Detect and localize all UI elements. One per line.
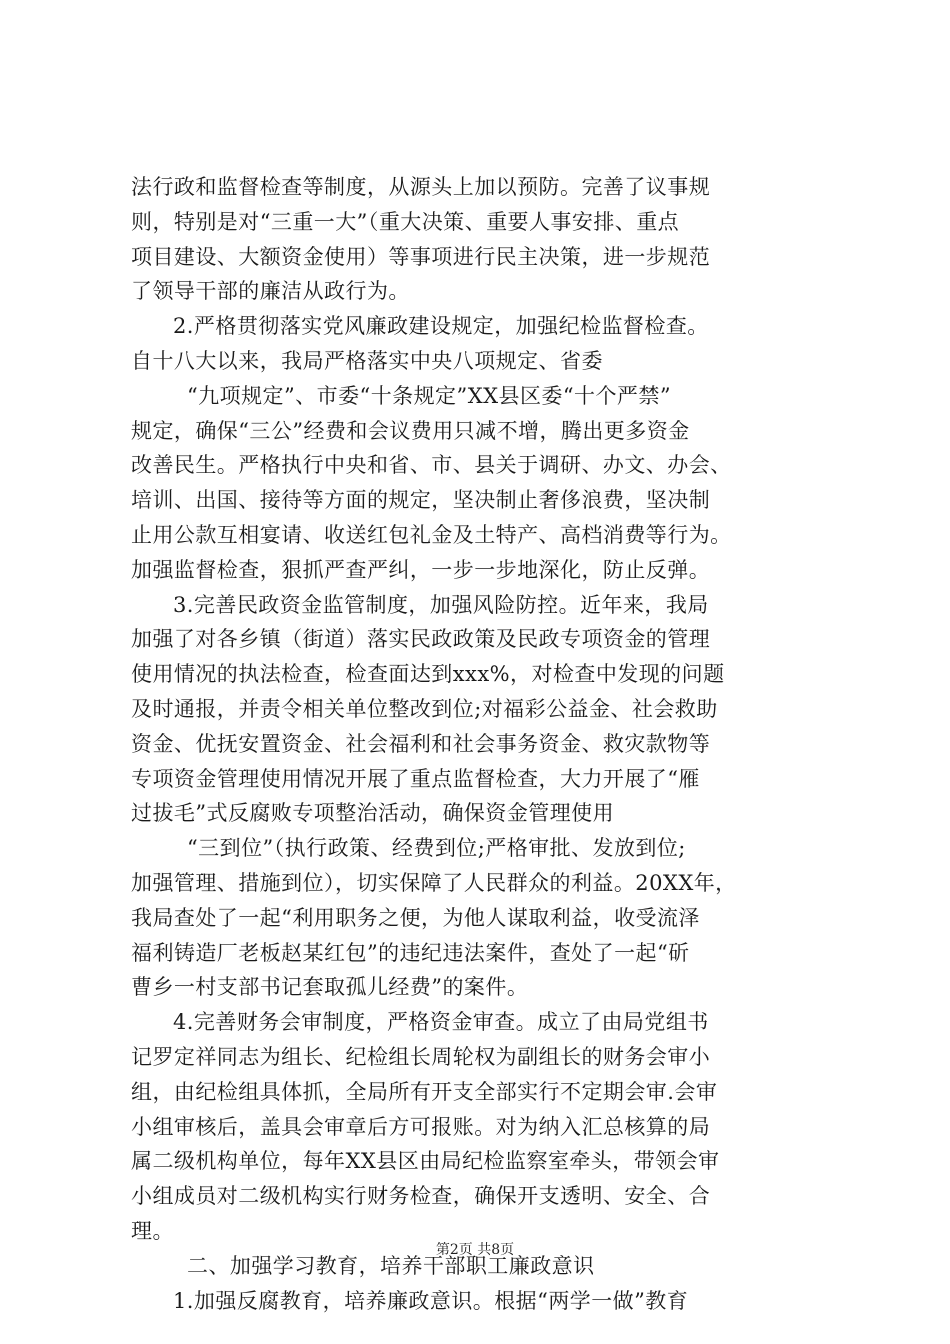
text-line: 小组审核后，盖具会审章后方可报账。对为纳入汇总核算的局: [131, 1114, 711, 1139]
text-line: 规定，确保“三公”经费和会议费用只减不增，腾出更多资金: [131, 418, 690, 443]
text-line: 理。: [131, 1218, 174, 1243]
text-line: 加强管理、措施到位），切实保障了人民群众的利益。20XX年，: [131, 870, 737, 895]
text-line: 小组成员对二级机构实行财务检查，确保开支透明、安全、合: [131, 1184, 711, 1209]
text-line: 培训、出国、接待等方面的规定，坚决制止奢侈浪费，坚决制: [131, 488, 711, 513]
paragraph-heading: 1.加强反腐教育，培养廉政意识。根据“两学一做”教育: [173, 1288, 689, 1313]
text-line: 则，特别是对“三重一大”（重大决策、重要人事安排、重点: [131, 209, 680, 234]
page-number-label: 第2页 共8页: [435, 1242, 515, 1258]
text-line: 了领导干部的廉洁从政行为。: [131, 279, 410, 304]
paragraph-heading: 4.完善财务会审制度，严格资金审查。成立了由局党组书: [173, 1010, 709, 1035]
text-line: 加强监督检查，狠抓严查严纠，一步一步地深化，防止反弹。: [131, 557, 711, 582]
text-line: 法行政和监督检查等制度，从源头上加以预防。完善了议事规: [131, 175, 711, 199]
page-footer: [0, 1240, 950, 1260]
text-line: 资金、优抚安置资金、社会福利和社会事务资金、救灾款物等: [131, 731, 711, 756]
text-line: 自十八大以来，我局严格落实中央八项规定、省委: [131, 348, 603, 373]
text-line: 改善民生。严格执行中央和省、市、县关于调研、办文、办会、: [131, 453, 732, 478]
paragraph-heading: 2.严格贯彻落实党风廉政建设规定，加强纪检监督检查。: [173, 314, 709, 339]
text-line: 及时通报，并责令相关单位整改到位;对福彩公益金、社会救助: [131, 696, 718, 721]
text-line: 记罗定祥同志为组长、纪检组长周轮权为副组长的财务会审小: [131, 1044, 711, 1069]
section-heading: 二、加强学习教育，培养干部职工廉政意识: [187, 1253, 595, 1278]
paragraph-heading: 3.完善民政资金监管制度，加强风险防控。近年来，我局: [173, 592, 709, 617]
text-line: 专项资金管理使用情况开展了重点监督检查，大力开展了“雁: [131, 766, 700, 791]
text-line: 过拔毛”式反腐败专项整治活动，确保资金管理使用: [131, 801, 615, 826]
text-line: 止用公款互相宴请、收送红包礼金及土特产、高档消费等行为。: [131, 522, 732, 547]
text-line: “九项规定”、市委“十条规定”XX县区委“十个严禁”: [187, 383, 672, 408]
text-line: 属二级机构单位，每年XX县区由局纪检监察室牵头，带领会审: [131, 1149, 720, 1174]
text-line: 加强了对各乡镇（街道）落实民政政策及民政专项资金的管理: [131, 627, 711, 652]
text-line: 组，由纪检组具体抓，全局所有开支全部实行不定期会审.会审: [131, 1079, 718, 1104]
text-line: 福利铸造厂老板赵某红包”的违纪违法案件，查处了一起“斫: [131, 940, 690, 965]
text-line: 项目建设、大额资金使用）等事项进行民主决策，进一步规范: [131, 244, 711, 269]
text-line: 我局查处了一起“利用职务之便，为他人谋取利益，收受流泽: [131, 905, 700, 930]
text-line: 曹乡一村支部书记套取孤儿经费”的案件。: [131, 975, 529, 1000]
body-text: [131, 170, 831, 1318]
text-line: “三到位”（执行政策、经费到位;严格审批、发放到位;: [187, 836, 686, 861]
text-line: 使用情况的执法检查，检查面达到xxx%，对检查中发现的问题: [131, 662, 725, 687]
